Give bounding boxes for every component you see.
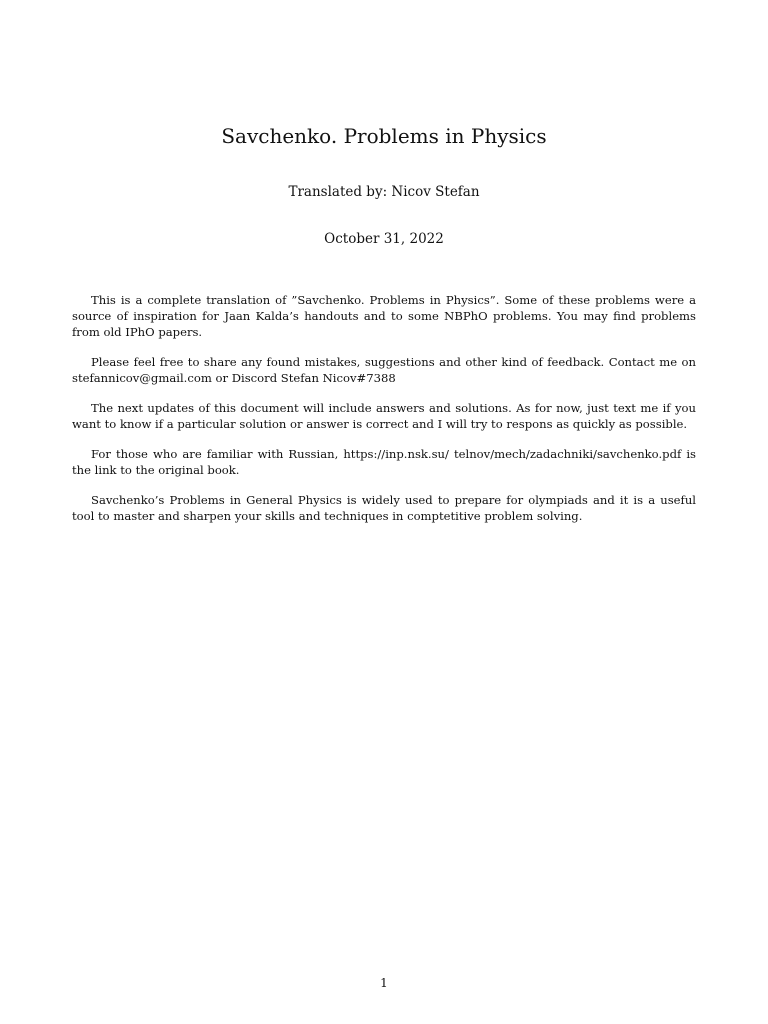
paragraph: Savchenko’s Problems in General Physics is widely used to prepare for olympiads and it is a useful tool to master and sharpen your skills and techniques in comptetitive problem solving. xyxy=(72,493,696,523)
document-title: Savchenko. Problems in Physics xyxy=(221,124,547,148)
paragraph: Please feel free to share any found mistakes, suggestions and other kind of feedback. Contact me on stefannicov@gmail.com or Discord Stefan Nicov#7388 xyxy=(72,355,696,385)
document-date: October 31, 2022 xyxy=(324,231,444,247)
page-number: 1 xyxy=(380,976,388,990)
translator-line: Translated by: Nicov Stefan xyxy=(288,184,480,200)
paragraph: This is a complete translation of ”Savchenko. Problems in Physics”. Some of these problems were a source of inspiration for Jaan Kalda’s handouts and to some NBPhO problems. You may find problems from old IPhO papers. xyxy=(72,293,696,339)
document-body xyxy=(72,292,696,538)
paragraph: The next updates of this document will include answers and solutions. As for now, just text me if you want to know if a particular solution or answer is correct and I will try to respons as quickly as possible. xyxy=(72,401,696,431)
paragraph: For those who are familiar with Russian, https://inp.nsk.su/ telnov/mech/zadachniki/savchenko.pdf is the link to the original book. xyxy=(72,447,696,477)
